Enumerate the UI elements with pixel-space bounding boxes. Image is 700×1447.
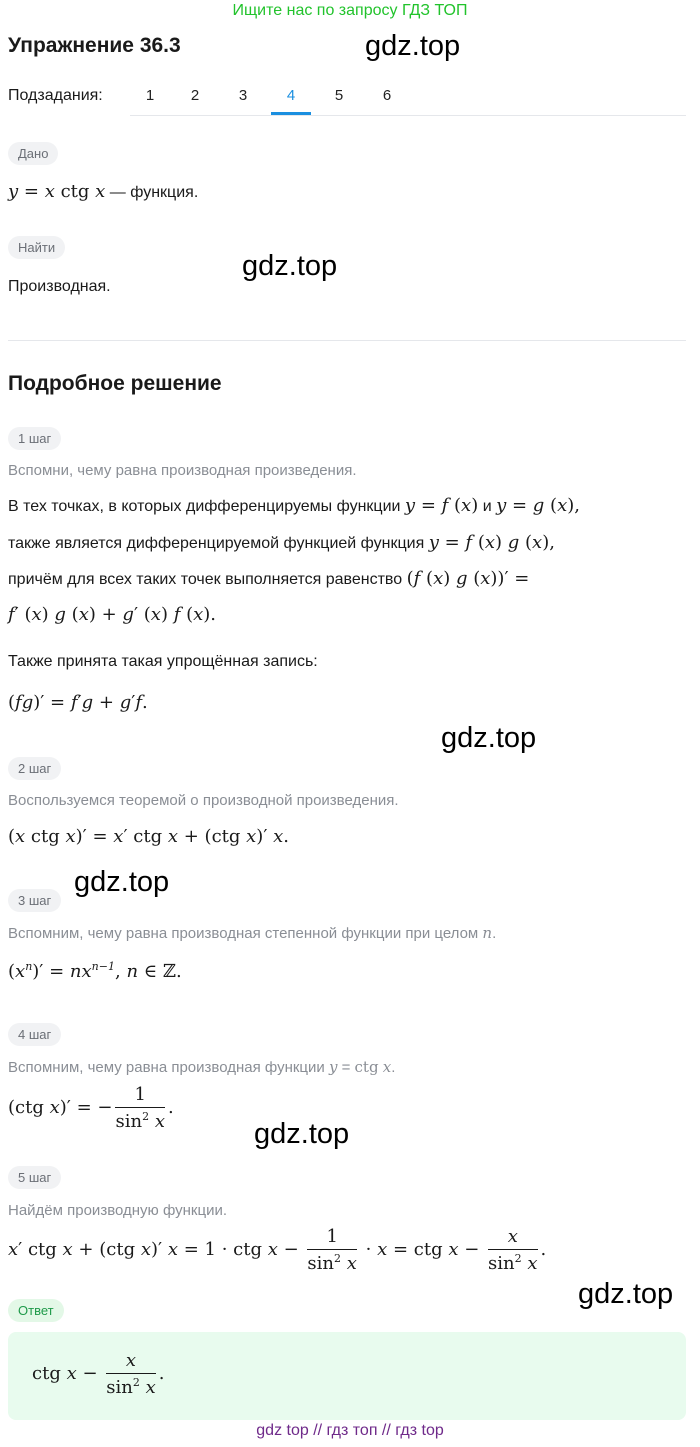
step-5-formula: x′ ctg x + (ctg x)′ x = 1 · ctg x − $\frac{1}{\sin^2 x}$ · x = ctg x − $\frac{x}{\sin^2 x}$ . xyxy=(8,1226,547,1274)
tab-subtask-6[interactable]: 6 xyxy=(382,87,392,104)
divider xyxy=(8,340,686,341)
given-text: — функция. xyxy=(109,184,199,201)
step-1-hint: Вспомни, чему равна производная произведения. xyxy=(8,462,357,479)
watermark: gdz.top xyxy=(242,250,338,282)
step-4-formula: (ctg x)′ = − $\frac{1}{\sin^2 x}$ . xyxy=(8,1084,174,1132)
tab-subtask-2[interactable]: 2 xyxy=(190,87,200,104)
step-2-badge: 2 шаг xyxy=(8,757,61,780)
find-text: Производная. xyxy=(8,278,111,295)
watermark: gdz.top xyxy=(365,30,461,62)
subtasks-label: Подзадания: xyxy=(8,87,103,104)
step-3-hint: Вспомним, чему равна производная степенной функции при целом n. xyxy=(8,924,497,942)
find-badge: Найти xyxy=(8,236,65,259)
step-5-badge: 5 шаг xyxy=(8,1166,61,1189)
step-2-formula: (x ctg x)′ = x′ ctg x + (ctg x)′ x. xyxy=(8,826,290,847)
watermark: gdz.top xyxy=(578,1278,674,1310)
step-4-hint: Вспомним, чему равна производная функции y = ctg x. xyxy=(8,1058,396,1076)
step-3-badge: 3 шаг xyxy=(8,889,61,912)
step-1-formula: f′ (x) g (x) + g′ (x) f (x). xyxy=(8,604,217,625)
step-1-line-5: Также принята такая упрощённая запись: xyxy=(8,653,318,670)
tab-subtask-1[interactable]: 1 xyxy=(145,87,155,104)
active-tab-indicator xyxy=(271,112,311,115)
solution-title: Подробное решение xyxy=(8,372,222,395)
step-1-line-2: также является дифференцируемой функцией функция y = f (x) g (x), xyxy=(8,532,555,553)
step-1-badge: 1 шаг xyxy=(8,427,61,450)
subtask-tabs xyxy=(130,80,686,116)
step-1-short-formula: (fg)′ = f′g + g′f. xyxy=(8,692,148,713)
step-1-line-3: причём для всех таких точек выполняется равенство (f (x) g (x))′ = xyxy=(8,568,530,589)
page-title: Упражнение 36.3 xyxy=(8,34,181,57)
answer-formula: ctg x − $\frac{x}{\sin^2 x}$ . xyxy=(32,1350,165,1398)
step-5-hint: Найдём производную функции. xyxy=(8,1202,227,1219)
step-1-line-1: В тех точках, в которых дифференцируемы функции y = f (x) и y = g (x), xyxy=(8,495,580,516)
step-4-badge: 4 шаг xyxy=(8,1023,61,1046)
watermark: gdz.top xyxy=(74,866,170,898)
watermark: gdz.top xyxy=(254,1118,350,1150)
given-badge: Дано xyxy=(8,142,58,165)
tab-subtask-3[interactable]: 3 xyxy=(238,87,248,104)
step-3-formula: $(x^n)' = nx^{n-1}$, n ∈ ℤ. xyxy=(8,960,182,982)
watermark: gdz.top xyxy=(441,722,537,754)
answer-box xyxy=(8,1332,686,1420)
answer-badge: Ответ xyxy=(8,1299,64,1322)
tab-subtask-5[interactable]: 5 xyxy=(334,87,344,104)
tab-subtask-4[interactable]: 4 xyxy=(286,87,296,104)
footer-links[interactable]: gdz top // гдз топ // гдз top xyxy=(256,1422,444,1439)
step-2-hint: Воспользуемся теоремой о производной произведения. xyxy=(8,792,399,809)
search-banner[interactable]: Ищите нас по запросу ГДЗ ТОП xyxy=(232,2,468,19)
given-statement: y = x ctg x — функция. xyxy=(8,181,199,202)
